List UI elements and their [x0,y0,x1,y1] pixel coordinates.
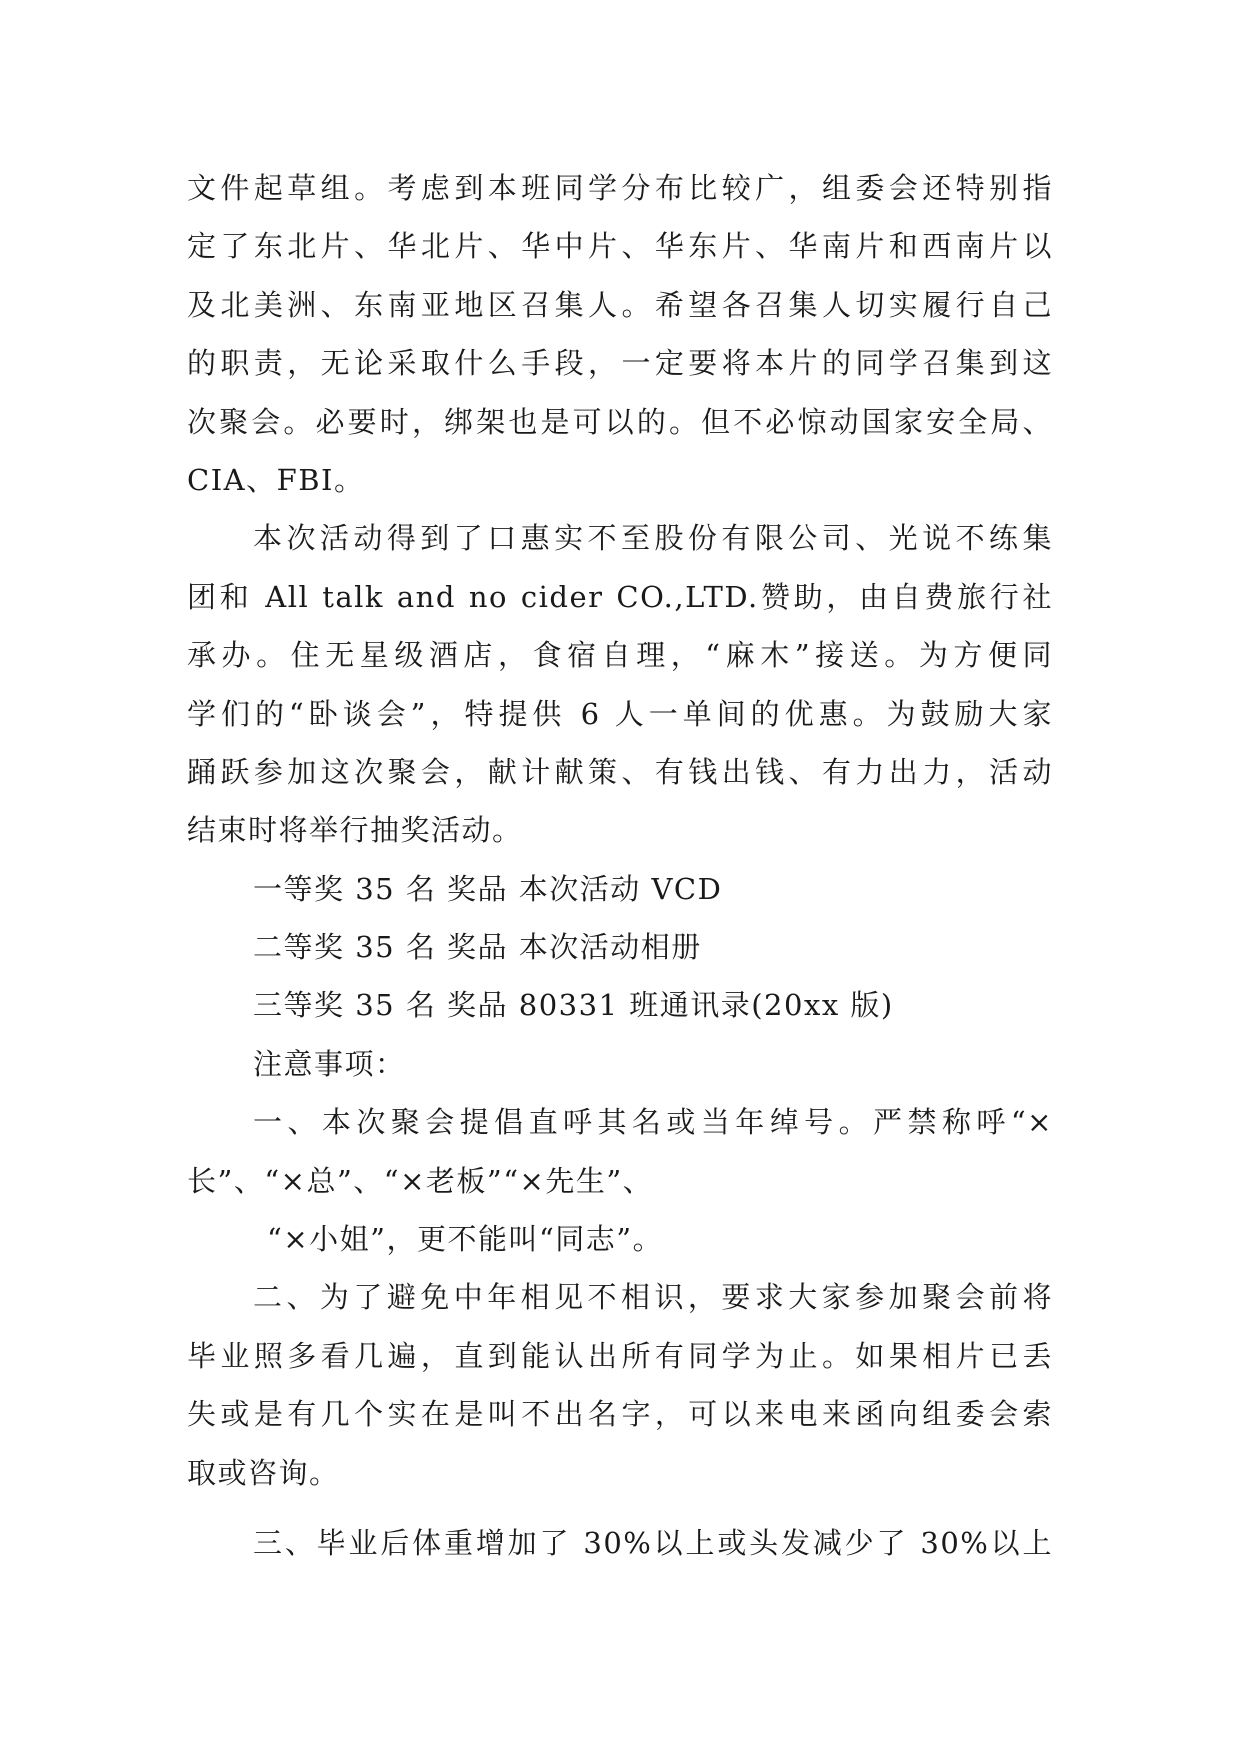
prize-line-2: 二等奖 35 名 奖品 本次活动相册 [253,930,702,965]
text-line-4: 的职责，无论采取什么手段，一定要将本片的同学召集到这 [187,346,1053,381]
text-line-7: 本次活动得到了口惠实不至股份有限公司、光说不练集 [253,521,1053,556]
text-line-5: 次聚会。必要时，绑架也是可以的。但不必惊动国家安全局、 [187,404,1053,439]
notice-heading: 注意事项： [253,1046,406,1081]
text-line-11: 踊跃参加这次聚会，献计献策、有钱出钱、有力出力，活动 [187,754,1053,789]
notice-line-1: 一、本次聚会提倡直呼其名或当年绰号。严禁称呼“× [253,1105,1053,1140]
text-line-10: 学们的“卧谈会”，特提供 6 人一单间的优惠。为鼓励大家 [187,696,1053,731]
text-line-9: 承办。住无星级酒店，食宿自理，“麻木”接送。为方便同 [187,638,1053,673]
notice-line-6: 失或是有几个实在是叫不出名字，可以来电来函向组委会索 [187,1397,1053,1432]
notice-line-3: “×小姐”，更不能叫“同志”。 [267,1222,664,1257]
prize-line-1: 一等奖 35 名 奖品 本次活动 VCD [253,871,723,906]
text-line-8: 团和 All talk and no cider CO.,LTD.赞助，由自费旅行社 [187,579,1053,614]
text-line-12: 结束时将举行抽奖活动。 [187,813,523,848]
notice-line-5: 毕业照多看几遍，直到能认出所有同学为止。如果相片已丢 [187,1338,1053,1373]
text-line-2: 定了东北片、华北片、华中片、华东片、华南片和西南片以 [187,229,1053,264]
notice-line-8: 三、毕业后体重增加了 30%以上或头发减少了 30%以上 [253,1525,1053,1560]
notice-line-7: 取或咨询。 [187,1455,340,1490]
text-line-1: 文件起草组。考虑到本班同学分布比较广，组委会还特别指 [187,171,1053,205]
notice-line-2: 长”、“×总”、“×老板”“×先生”、 [187,1163,654,1198]
text-line-3: 及北美洲、东南亚地区召集人。希望各召集人切实履行自己 [187,287,1053,322]
notice-line-4: 二、为了避免中年相见不相识，要求大家参加聚会前将 [253,1280,1053,1315]
prize-line-3: 三等奖 35 名 奖品 80331 班通讯录(20xx 版) [253,988,894,1023]
text-line-6: CIA、FBI。 [187,462,365,497]
document-body [187,159,1053,1572]
